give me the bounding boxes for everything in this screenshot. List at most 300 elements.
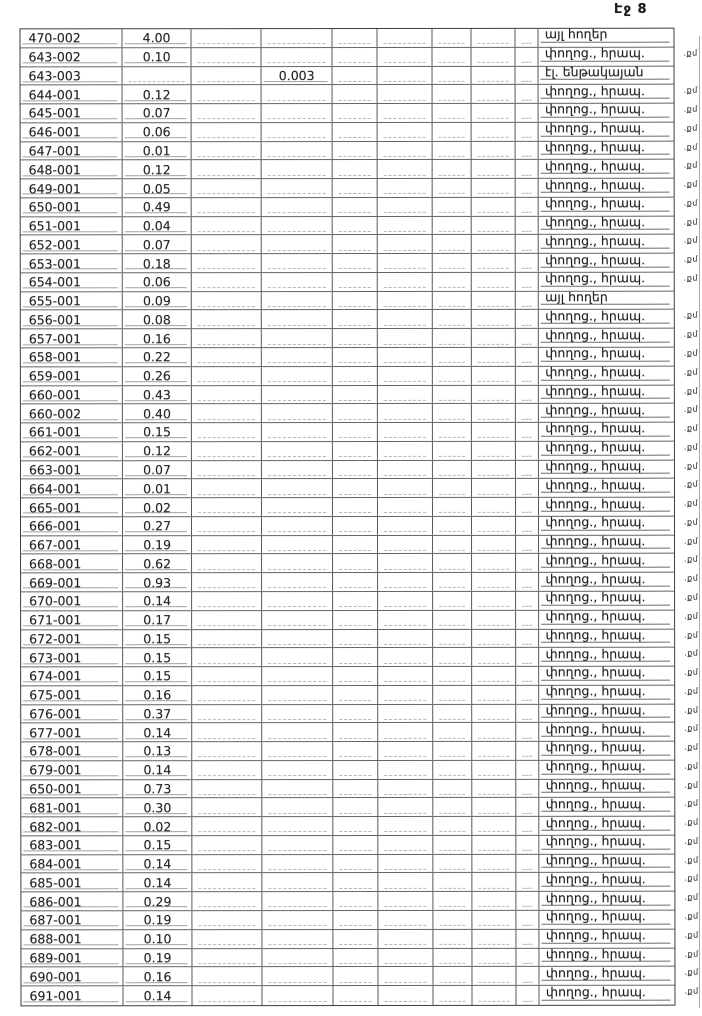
unit-mark: .քմ	[684, 799, 699, 809]
land-use-cell	[539, 82, 674, 103]
area-value-cell: 0.37	[123, 705, 193, 723]
parcel-id-cell: 659-001	[21, 367, 123, 385]
secondary-value-cell	[262, 104, 333, 122]
blank-cell	[471, 85, 516, 103]
area-value-cell: 0.19	[123, 911, 193, 929]
blank-cell	[472, 629, 517, 647]
blank-cell	[378, 517, 433, 535]
blank-cell	[378, 836, 433, 854]
blank-cell	[471, 273, 516, 291]
blank-cell	[433, 967, 472, 985]
secondary-value-cell	[262, 179, 333, 197]
land-use-cell	[539, 176, 674, 197]
unit-mark: .քմ	[683, 254, 698, 264]
blank-cell	[471, 254, 516, 272]
blank-cell	[517, 911, 540, 929]
land-use-label: փողոց., հրապ.	[545, 401, 646, 417]
blank-cell	[517, 892, 540, 910]
secondary-value-cell	[263, 911, 334, 929]
land-use-label: փողոց., հրապ.	[545, 270, 646, 286]
blank-cell	[193, 798, 263, 816]
blank-cell	[193, 723, 263, 741]
secondary-value-cell	[262, 273, 333, 291]
blank-cell	[378, 573, 433, 591]
land-use-cell	[539, 345, 674, 366]
blank-cell	[516, 273, 539, 291]
blank-cell	[433, 704, 472, 722]
blank-cell	[333, 329, 378, 347]
unit-mark: .քմ	[684, 761, 699, 771]
blank-cell	[472, 855, 517, 873]
land-use-cell	[539, 291, 674, 309]
secondary-value-cell	[262, 123, 333, 141]
blank-cell	[333, 705, 378, 723]
parcel-id-cell: 651-001	[21, 217, 123, 235]
blank-cell	[432, 104, 471, 122]
blank-cell	[333, 798, 378, 816]
land-use-cell	[539, 310, 674, 328]
area-value-cell: 0.01	[123, 480, 193, 498]
blank-cell	[472, 948, 517, 966]
area-value-cell: 0.19	[123, 536, 193, 554]
blank-cell	[192, 198, 262, 216]
parcel-id-cell: 664-001	[21, 480, 123, 498]
secondary-value-cell	[263, 798, 334, 816]
blank-cell	[193, 667, 263, 685]
blank-cell	[333, 198, 378, 216]
parcel-id-cell: 685-001	[21, 874, 123, 892]
secondary-value-cell	[262, 235, 333, 253]
secondary-value-cell	[263, 855, 334, 873]
blank-cell	[471, 29, 516, 47]
area-value-cell: 0.02	[123, 498, 193, 516]
blank-cell	[193, 705, 263, 723]
secondary-value-cell	[262, 611, 333, 629]
blank-cell	[472, 873, 517, 891]
blank-cell	[378, 911, 433, 929]
land-use-label: փողոց., հրապ.	[545, 908, 646, 924]
area-value-cell: 0.16	[123, 329, 193, 347]
secondary-value-cell	[262, 404, 333, 422]
blank-cell	[433, 648, 472, 666]
secondary-value-cell	[263, 967, 334, 985]
land-use-label: փողոց., հրապ.	[545, 889, 646, 905]
blank-cell	[193, 742, 263, 760]
blank-cell	[433, 348, 472, 366]
blank-cell	[472, 554, 517, 572]
blank-cell	[192, 367, 262, 385]
parcel-id-cell: 665-001	[21, 498, 123, 516]
land-use-cell	[539, 101, 674, 122]
blank-cell	[433, 723, 472, 741]
blank-cell	[432, 235, 471, 253]
blank-cell	[333, 892, 378, 910]
unit-mark: .քմ	[683, 160, 698, 171]
unit-mark: .քմ	[684, 986, 699, 996]
area-value-cell: 0.07	[123, 461, 193, 479]
blank-cell	[378, 329, 433, 347]
land-use-cell	[539, 420, 674, 441]
land-use-label: փողոց., հրապ.	[545, 495, 646, 511]
land-use-cell	[539, 514, 674, 535]
parcel-id-cell: 646-001	[21, 123, 123, 141]
blank-cell	[193, 648, 263, 666]
unit-mark: .քմ	[684, 648, 699, 658]
blank-cell	[472, 686, 517, 704]
secondary-value-cell	[262, 705, 333, 723]
unit-mark: .քմ	[683, 311, 698, 321]
blank-cell	[192, 404, 262, 422]
land-use-cell	[539, 66, 674, 84]
land-use-label: փողոց., հրապ.	[545, 946, 646, 962]
land-use-cell	[539, 270, 674, 291]
parcel-id-cell: 650-001	[21, 780, 123, 798]
blank-cell	[378, 479, 433, 497]
parcel-id-cell: 649-001	[21, 179, 123, 197]
land-use-cell	[540, 685, 675, 703]
secondary-value-cell	[262, 254, 333, 272]
blank-cell	[378, 554, 433, 572]
parcel-id-cell: 678-001	[21, 742, 123, 760]
blank-cell	[333, 348, 378, 366]
blank-cell	[432, 273, 471, 291]
blank-cell	[433, 404, 472, 422]
blank-cell	[377, 123, 432, 141]
parcel-id-cell: 643-003	[21, 67, 123, 85]
blank-cell	[433, 629, 472, 647]
blank-cell	[377, 85, 432, 103]
blank-cell	[333, 29, 378, 47]
blank-cell	[517, 742, 540, 760]
blank-cell	[472, 667, 517, 685]
blank-cell	[378, 930, 433, 948]
blank-cell	[472, 517, 517, 535]
land-use-cell	[539, 216, 674, 234]
secondary-value-cell	[262, 573, 333, 591]
blank-cell	[333, 273, 378, 291]
blank-cell	[433, 536, 472, 554]
blank-cell	[192, 348, 262, 366]
land-use-label: փողոց., հրապ.	[545, 795, 646, 812]
blank-cell	[333, 629, 378, 647]
land-use-label: փողոց., հրապ.	[544, 120, 645, 136]
land-use-cell	[540, 964, 675, 985]
parcel-id-cell: 648-001	[21, 161, 123, 179]
land-use-label: փողոց., հրապ.	[545, 552, 646, 568]
unit-mark: .քմ	[684, 705, 699, 715]
blank-cell	[378, 179, 433, 197]
blank-cell	[516, 292, 539, 310]
blank-cell	[516, 85, 539, 103]
blank-cell	[433, 761, 472, 779]
blank-cell	[378, 385, 433, 403]
parcel-id-cell: 661-001	[21, 423, 123, 441]
land-use-label: փողոց., հրապ.	[545, 833, 646, 849]
blank-cell	[378, 723, 433, 741]
land-use-label: փողոց., հրապ.	[545, 777, 646, 793]
blank-cell	[192, 292, 262, 310]
land-use-label: փողոց., հրապ.	[545, 514, 646, 530]
blank-cell	[471, 385, 516, 403]
land-use-label: էլ. ենթակայան	[544, 64, 644, 80]
unit-mark: .քմ	[683, 198, 698, 208]
blank-cell	[192, 48, 262, 66]
parcel-id-cell: 669-001	[21, 573, 123, 591]
blank-cell	[333, 123, 378, 141]
blank-cell	[333, 310, 378, 328]
land-use-label: փողոց., հրապ.	[545, 645, 646, 661]
parcel-id-cell: 645-001	[21, 104, 123, 122]
land-use-label: փողոց., հրապ.	[545, 345, 646, 361]
blank-cell	[517, 723, 540, 741]
blank-cell	[333, 648, 378, 666]
blank-cell	[517, 854, 540, 872]
blank-cell	[516, 104, 539, 122]
blank-cell	[471, 404, 516, 422]
land-use-cell	[540, 779, 675, 797]
area-value-cell: 0.05	[122, 179, 192, 197]
blank-cell	[192, 142, 262, 160]
parcel-id-cell: 650-001	[21, 198, 123, 216]
parcel-id-cell: 660-002	[21, 405, 123, 423]
land-use-label: փողոց., հրապ.	[545, 326, 646, 342]
blank-cell	[333, 254, 378, 272]
blank-cell	[193, 630, 263, 648]
secondary-value-cell	[263, 761, 334, 779]
blank-cell	[433, 367, 472, 385]
blank-cell	[472, 911, 517, 929]
blank-cell	[433, 892, 472, 910]
blank-cell	[433, 498, 472, 516]
land-use-label: փողոց., հրապ.	[545, 927, 646, 943]
unit-mark: .քմ	[684, 780, 699, 790]
secondary-value-cell	[262, 348, 333, 366]
blank-cell	[517, 629, 540, 647]
blank-cell	[472, 535, 517, 553]
secondary-value-cell: 0.003	[262, 67, 333, 85]
unit-mark: .քմ	[683, 273, 698, 283]
secondary-value-cell	[262, 442, 333, 460]
land-use-label: այլ հողեր	[544, 26, 608, 42]
secondary-value-cell	[263, 742, 334, 760]
blank-cell	[193, 855, 263, 873]
area-value-cell: 0.62	[123, 555, 193, 573]
parcel-id-cell: 671-001	[21, 611, 123, 629]
land-use-label: փողոց., հրապ.	[545, 664, 646, 680]
blank-cell	[378, 160, 433, 178]
blank-cell	[472, 423, 517, 441]
secondary-value-cell	[263, 930, 334, 948]
land-use-label: փողոց., հրապ.	[545, 533, 646, 549]
blank-cell	[192, 273, 262, 291]
area-value-cell: 4.00	[122, 29, 192, 47]
blank-cell	[378, 817, 433, 835]
blank-cell	[516, 329, 539, 347]
blank-cell	[471, 329, 516, 347]
blank-cell	[516, 348, 539, 366]
blank-cell	[193, 686, 263, 704]
unit-mark: .քմ	[684, 723, 699, 733]
unit-mark: .քմ	[684, 855, 699, 865]
blank-cell	[471, 160, 516, 178]
unit-mark: .քմ	[683, 217, 698, 227]
blank-cell	[433, 817, 472, 835]
area-value-cell: 0.14	[123, 855, 193, 873]
blank-cell	[433, 911, 472, 929]
blank-cell	[378, 142, 433, 160]
blank-cell	[378, 892, 433, 910]
blank-cell	[433, 592, 472, 610]
blank-cell	[433, 573, 472, 591]
area-value-cell: 0.02	[123, 817, 193, 835]
blank-cell	[333, 742, 378, 760]
unit-mark: .քմ	[683, 104, 698, 114]
blank-cell	[378, 667, 433, 685]
land-use-cell	[539, 195, 674, 216]
blank-cell	[192, 123, 262, 141]
blank-cell	[333, 667, 378, 685]
blank-cell	[333, 160, 378, 178]
blank-cell	[472, 761, 517, 779]
blank-cell	[333, 948, 378, 966]
land-use-cell	[540, 739, 675, 760]
area-value-cell: 0.15	[123, 667, 193, 685]
blank-cell	[433, 779, 472, 797]
parcel-id-cell: 687-001	[21, 911, 123, 929]
blank-cell	[378, 498, 433, 516]
blank-cell	[378, 254, 433, 272]
land-use-label: փողոց., հրապ.	[545, 570, 646, 586]
area-value-cell: 0.93	[123, 573, 193, 591]
blank-cell	[471, 367, 516, 385]
blank-cell	[378, 235, 433, 253]
parcel-id-cell: 684-001	[21, 855, 123, 873]
blank-cell	[516, 367, 539, 385]
area-value-cell: 0.26	[123, 367, 193, 385]
blank-cell	[517, 554, 540, 572]
blank-cell	[516, 423, 539, 441]
blank-cell	[378, 292, 433, 310]
blank-cell	[378, 798, 433, 816]
secondary-value-cell	[263, 817, 334, 835]
blank-cell	[433, 686, 472, 704]
secondary-value-cell	[262, 160, 333, 178]
land-use-label: փողոց., հրապ.	[545, 195, 646, 211]
unit-mark: .քմ	[683, 48, 698, 58]
land-use-cell	[539, 366, 674, 384]
blank-cell	[192, 479, 262, 497]
blank-cell	[378, 780, 433, 798]
blank-cell	[471, 141, 516, 159]
blank-cell	[193, 555, 263, 573]
secondary-value-cell	[262, 48, 333, 66]
area-value-cell: 0.12	[123, 442, 193, 460]
land-use-label: փողոց., հրապ.	[544, 101, 645, 117]
land-use-cell	[539, 589, 674, 610]
blank-cell	[193, 817, 263, 835]
blank-cell	[517, 704, 540, 722]
blank-cell	[378, 217, 433, 235]
blank-cell	[333, 517, 378, 535]
land-use-cell	[539, 554, 674, 572]
blank-cell	[378, 761, 433, 779]
blank-cell	[333, 855, 378, 873]
blank-cell	[433, 836, 472, 854]
blank-cell	[333, 367, 378, 385]
area-value-cell: 0.22	[123, 348, 193, 366]
blank-cell	[192, 386, 262, 404]
blank-cell	[472, 930, 517, 948]
unit-mark: .քմ	[683, 367, 699, 377]
blank-cell	[433, 742, 472, 760]
blank-cell	[472, 967, 517, 985]
parcel-id-cell: 647-001	[21, 142, 123, 160]
land-use-cell	[540, 986, 675, 1005]
blank-cell	[516, 179, 539, 197]
parcel-id-cell: 683-001	[21, 836, 123, 854]
blank-cell	[378, 611, 433, 629]
blank-cell	[433, 479, 472, 497]
area-value-cell: 0.12	[122, 85, 192, 103]
blank-cell	[192, 254, 262, 272]
area-value-cell: 0.16	[123, 686, 193, 704]
land-use-label: փողոց., հրապ.	[545, 439, 646, 455]
secondary-value-cell	[262, 479, 333, 497]
blank-cell	[471, 123, 516, 141]
land-use-cell	[539, 385, 674, 403]
area-value-cell: 0.15	[123, 630, 193, 648]
parcel-id-cell: 681-001	[21, 799, 123, 817]
land-use-label: փողոց., հրապ.	[544, 82, 645, 98]
area-value-cell: 0.07	[122, 104, 192, 122]
blank-cell	[433, 930, 472, 948]
blank-cell	[433, 554, 472, 572]
parcel-id-cell: 654-001	[21, 273, 123, 291]
table-body	[20, 26, 699, 1005]
blank-cell	[333, 780, 378, 798]
blank-cell	[193, 611, 263, 629]
blank-cell	[472, 742, 517, 760]
blank-cell	[517, 648, 540, 666]
blank-cell	[472, 479, 517, 497]
blank-cell	[471, 310, 516, 328]
blank-cell	[516, 141, 539, 159]
blank-cell	[192, 160, 262, 178]
blank-cell	[432, 141, 471, 159]
blank-cell	[472, 892, 517, 910]
blank-cell	[517, 836, 540, 854]
area-value-cell	[122, 67, 192, 85]
blank-cell	[333, 461, 378, 479]
land-use-cell	[539, 326, 674, 347]
blank-cell	[432, 85, 471, 103]
blank-cell	[333, 386, 378, 404]
blank-cell	[333, 611, 378, 629]
area-value-cell: 0.40	[123, 404, 193, 422]
land-use-cell	[539, 47, 674, 65]
parcel-id-cell: 672-001	[21, 630, 123, 648]
secondary-value-cell	[262, 29, 333, 47]
land-use-cell	[540, 873, 675, 891]
secondary-value-cell	[262, 367, 333, 385]
secondary-value-cell	[263, 836, 334, 854]
blank-cell	[516, 517, 539, 535]
unit-mark: .քմ	[684, 517, 699, 527]
blank-cell	[378, 704, 433, 722]
area-value-cell: 0.01	[122, 142, 192, 160]
land-use-label: փողոց., հրապ.	[545, 458, 646, 474]
area-value-cell: 0.13	[123, 742, 193, 760]
